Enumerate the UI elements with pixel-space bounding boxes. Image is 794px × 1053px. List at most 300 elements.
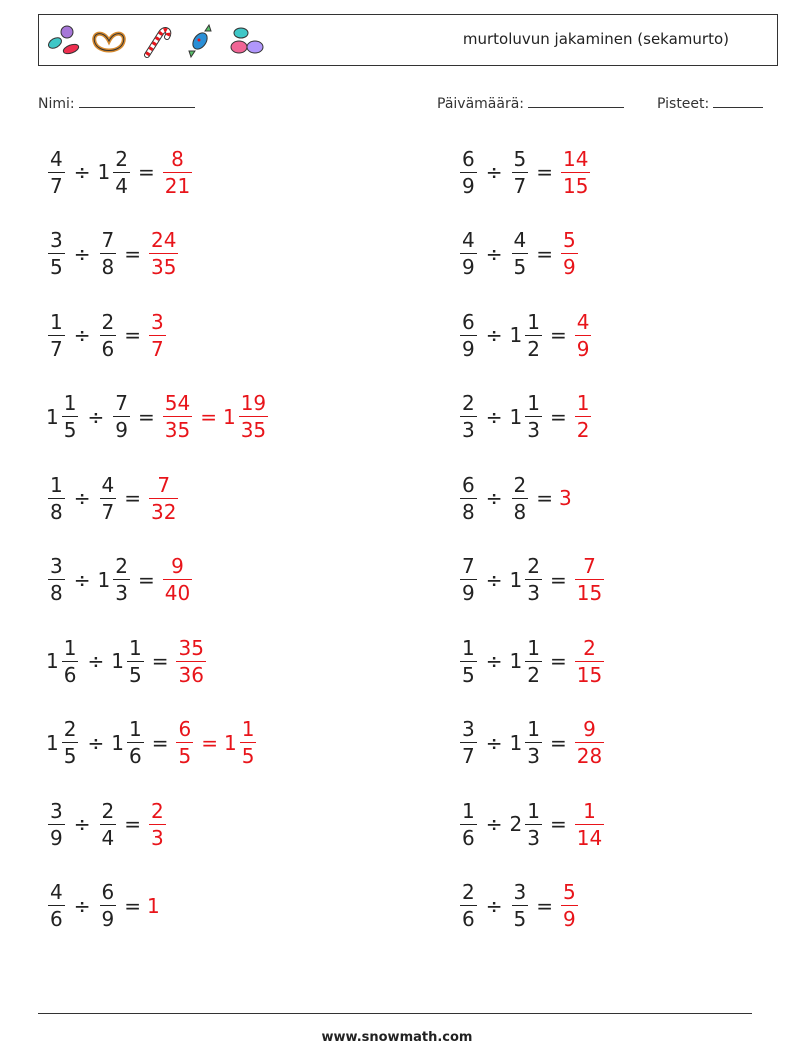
denominator: 6	[63, 662, 77, 687]
denominator: 35	[240, 418, 267, 442]
whole-part: 1	[97, 160, 111, 184]
problem-item	[458, 627, 606, 695]
fraction	[239, 393, 268, 440]
answer	[147, 894, 160, 918]
equals-sign: =	[549, 404, 567, 429]
equals-sign: =	[137, 404, 155, 429]
divisor	[509, 309, 544, 361]
worksheet-title: murtoluvun jakaminen (sekamurto)	[462, 30, 729, 48]
numerator: 2	[583, 635, 596, 660]
numerator: 4	[513, 228, 527, 252]
fraction	[100, 230, 117, 277]
divide-sign: ÷	[485, 241, 503, 266]
denominator: 28	[576, 744, 603, 768]
equals-sign: =	[536, 160, 553, 184]
equals-sign: =	[137, 567, 155, 592]
denominator: 9	[576, 336, 590, 361]
divide-sign: ÷	[73, 567, 91, 592]
problem-item	[46, 383, 270, 451]
fraction	[525, 309, 542, 361]
answer	[161, 556, 194, 603]
numerator: 7	[115, 391, 128, 415]
numerator: 4	[462, 228, 475, 252]
divisor	[510, 719, 544, 766]
answer	[559, 146, 592, 198]
denominator: 5	[63, 744, 77, 768]
answer	[174, 635, 207, 687]
fraction	[512, 882, 529, 929]
divisor	[510, 556, 544, 603]
answer-value	[573, 798, 606, 850]
fraction	[525, 719, 542, 766]
numerator: 6	[462, 472, 475, 497]
fraction	[460, 472, 477, 524]
numerator: 2	[151, 798, 164, 823]
fraction	[460, 393, 477, 440]
fraction	[512, 230, 529, 277]
numerator: 1	[241, 717, 255, 741]
denominator: 3	[527, 744, 540, 768]
divide-sign: ÷	[73, 323, 91, 347]
fraction	[512, 472, 529, 524]
equals-sign: =	[549, 730, 567, 755]
denominator: 21	[164, 173, 191, 198]
answer-value	[174, 719, 195, 766]
fraction	[240, 719, 257, 766]
fraction	[100, 798, 117, 850]
dividend	[46, 556, 67, 603]
denominator: 9	[115, 418, 128, 442]
answer-value	[147, 309, 168, 361]
fraction	[100, 882, 117, 929]
fraction	[48, 882, 65, 929]
numerator: 1	[527, 635, 540, 660]
fraction	[113, 393, 130, 440]
fraction	[575, 393, 592, 440]
denominator: 2	[527, 336, 540, 361]
answer-value	[559, 486, 572, 510]
divide-sign: ÷	[87, 404, 105, 429]
fraction	[62, 393, 79, 440]
divisor	[510, 230, 531, 277]
divisor	[510, 393, 544, 440]
fraction	[561, 146, 590, 198]
denominator: 5	[462, 662, 475, 687]
whole-part: 1	[46, 649, 59, 673]
denominator: 9	[50, 825, 63, 850]
denominator: 8	[50, 581, 63, 605]
numerator: 1	[63, 635, 77, 660]
denominator: 3	[115, 581, 128, 605]
numerator: 1	[462, 635, 475, 660]
dividend	[458, 472, 479, 524]
answer	[573, 798, 606, 850]
divide-sign: ÷	[73, 893, 91, 918]
denominator: 2	[527, 662, 540, 687]
numerator: 3	[50, 798, 63, 823]
problem-item	[46, 872, 160, 940]
numerator: 5	[563, 228, 576, 252]
whole-part: 1	[509, 404, 523, 429]
name-blank	[79, 93, 195, 108]
numerator: 2	[462, 880, 475, 904]
dividend	[46, 472, 67, 524]
answer-value	[573, 635, 606, 687]
denominator: 14	[576, 825, 603, 850]
footer-url: www.snowmath.com	[321, 1030, 473, 1045]
numerator: 3	[151, 309, 164, 334]
numerator: 2	[527, 554, 540, 578]
numerator: 9	[583, 717, 596, 741]
denominator: 9	[462, 255, 475, 279]
fraction	[525, 798, 542, 850]
equals-sign: =	[536, 893, 553, 918]
numerator: 7	[583, 554, 596, 578]
answer	[573, 719, 606, 766]
problem-item	[458, 872, 580, 940]
answer-value	[559, 230, 580, 277]
macaron-icon	[227, 23, 267, 59]
numerator: 3	[462, 717, 475, 741]
fraction	[149, 472, 178, 524]
denominator: 15	[563, 173, 589, 198]
fraction	[460, 556, 477, 603]
fraction	[460, 309, 477, 361]
score-blank	[713, 93, 763, 108]
equals-sign: =	[536, 241, 553, 266]
denominator: 4	[115, 173, 128, 198]
answer-value	[174, 635, 207, 687]
numerator: 1	[462, 798, 475, 823]
wrapped-candy-icon	[183, 23, 217, 59]
fraction	[62, 719, 79, 766]
numerator: 1	[583, 798, 596, 823]
fraction	[100, 472, 117, 524]
divide-sign: ÷	[485, 812, 503, 836]
candy-icon	[45, 23, 81, 59]
fraction	[460, 882, 477, 929]
denominator: 3	[527, 825, 540, 850]
fraction	[561, 882, 578, 929]
whole-number: 1	[147, 893, 160, 918]
numerator: 1	[576, 391, 590, 415]
problem-item	[46, 709, 258, 777]
whole-part: 1	[509, 567, 523, 592]
denominator: 4	[101, 825, 115, 850]
divisor	[111, 393, 132, 440]
answer-value	[573, 556, 606, 603]
numerator: 19	[240, 391, 267, 415]
fraction	[176, 635, 205, 687]
divisor	[98, 309, 119, 361]
answer-value	[147, 230, 180, 277]
numerator: 4	[576, 309, 590, 334]
answer	[573, 556, 606, 603]
problem-item	[458, 383, 593, 451]
answer	[147, 472, 180, 524]
fraction	[460, 635, 477, 687]
denominator: 5	[241, 744, 255, 768]
divide-sign: ÷	[73, 160, 91, 184]
whole-part: 1	[509, 730, 523, 755]
answer-value	[147, 798, 168, 850]
answer	[161, 146, 194, 198]
fraction	[460, 798, 477, 850]
answer	[161, 393, 270, 440]
divide-sign: ÷	[485, 486, 503, 510]
numerator: 5	[563, 880, 576, 904]
fraction	[127, 719, 144, 766]
numerator: 6	[101, 880, 115, 904]
whole-part: 1	[223, 730, 237, 755]
dividend	[458, 556, 479, 603]
equals-sign: =	[151, 730, 169, 755]
fraction	[575, 309, 592, 361]
numerator: 1	[50, 472, 63, 497]
fraction	[100, 309, 117, 361]
denominator: 9	[563, 255, 576, 279]
dividend	[46, 635, 80, 687]
divide-sign: ÷	[485, 404, 503, 429]
answer	[573, 635, 606, 687]
dividend	[458, 719, 479, 766]
problem-item	[46, 220, 180, 288]
dividend	[458, 798, 479, 850]
fraction	[48, 146, 65, 198]
denominator: 5	[513, 907, 527, 931]
fraction	[575, 719, 604, 766]
numerator: 1	[527, 391, 540, 415]
fraction	[149, 798, 166, 850]
fraction	[48, 798, 65, 850]
dividend	[458, 393, 479, 440]
equals-sign: =	[151, 649, 169, 673]
score-field	[657, 93, 763, 112]
problem-item	[46, 464, 180, 532]
answer	[174, 719, 258, 766]
problem-item	[46, 301, 168, 369]
divisor	[509, 635, 544, 687]
divisor	[510, 882, 531, 929]
numerator: 2	[101, 309, 115, 334]
divisor	[111, 719, 145, 766]
fraction	[48, 472, 65, 524]
denominator: 15	[576, 581, 603, 605]
problem-item	[458, 220, 580, 288]
fraction	[149, 230, 178, 277]
denominator: 9	[563, 907, 576, 931]
numerator: 7	[157, 472, 171, 497]
answer-value	[161, 556, 194, 603]
dividend	[458, 309, 479, 361]
answer-value	[161, 393, 194, 440]
problem-item	[458, 138, 592, 206]
answer-value	[559, 146, 592, 198]
denominator: 7	[462, 744, 475, 768]
denominator: 7	[50, 173, 63, 198]
denominator: 6	[462, 907, 475, 931]
numerator: 2	[115, 146, 128, 171]
problem-item	[458, 709, 606, 777]
fraction	[113, 556, 130, 603]
denominator: 5	[178, 744, 192, 768]
equals-sign: =	[201, 730, 218, 755]
dividend	[46, 146, 67, 198]
numerator: 1	[50, 309, 63, 334]
whole-part: 1	[46, 404, 59, 429]
whole-part: 1	[509, 323, 523, 347]
equals-sign: =	[137, 160, 155, 184]
fraction	[62, 635, 79, 687]
denominator: 5	[128, 662, 142, 687]
problem-item	[46, 138, 194, 206]
answer-value	[573, 719, 606, 766]
answer	[559, 882, 580, 929]
numerator: 5	[513, 146, 527, 171]
denominator: 3	[462, 418, 475, 442]
fraction	[575, 798, 604, 850]
divisor	[111, 635, 145, 687]
pretzel-icon	[89, 23, 129, 59]
whole-part: 1	[111, 730, 124, 755]
fraction	[460, 146, 477, 198]
answer	[147, 309, 168, 361]
denominator: 8	[513, 499, 527, 524]
fraction	[460, 230, 477, 277]
dividend	[46, 393, 80, 440]
answer-value	[147, 894, 160, 918]
whole-part: 1	[46, 730, 59, 755]
denominator: 7	[50, 336, 63, 361]
denominator: 5	[50, 255, 63, 279]
dividend	[458, 882, 479, 929]
numerator: 8	[171, 146, 184, 171]
denominator: 9	[462, 336, 475, 361]
numerator: 3	[50, 228, 63, 252]
fraction	[460, 719, 477, 766]
equals-sign: =	[124, 323, 141, 347]
denominator: 2	[576, 418, 590, 442]
whole-part: 1	[222, 404, 236, 429]
equals-sign: =	[124, 241, 141, 266]
problem-item	[458, 790, 606, 858]
denominator: 7	[101, 499, 115, 524]
divide-sign: ÷	[485, 567, 503, 592]
numerator: 6	[462, 309, 475, 334]
equals-sign: =	[549, 567, 567, 592]
numerator: 14	[563, 146, 589, 171]
date-label: Päivämäärä:	[437, 96, 524, 112]
fraction	[561, 230, 578, 277]
fraction	[575, 556, 604, 603]
fraction	[163, 393, 192, 440]
numerator: 2	[462, 391, 475, 415]
denominator: 7	[151, 336, 164, 361]
answer-value	[573, 309, 594, 361]
equals-sign: =	[200, 404, 217, 429]
divisor	[510, 472, 531, 524]
score-label: Pisteet:	[657, 96, 710, 112]
name-field	[38, 93, 195, 112]
numerator: 2	[115, 554, 128, 578]
fraction	[149, 309, 166, 361]
numerator: 2	[513, 472, 527, 497]
fraction	[48, 556, 65, 603]
answer	[573, 393, 594, 440]
divide-sign: ÷	[73, 241, 91, 266]
fraction	[113, 146, 130, 198]
numerator: 2	[101, 798, 115, 823]
fraction	[512, 146, 529, 198]
fraction	[48, 230, 65, 277]
whole-part: 1	[509, 649, 523, 673]
divide-sign: ÷	[485, 893, 503, 918]
answer-value	[147, 472, 180, 524]
numerator: 6	[462, 146, 475, 171]
problem-item	[458, 464, 572, 532]
fraction	[525, 635, 542, 687]
denominator: 8	[50, 499, 63, 524]
dividend	[46, 798, 67, 850]
denominator: 6	[462, 825, 475, 850]
fraction	[575, 635, 604, 687]
numerator: 2	[63, 717, 77, 741]
fraction	[176, 719, 193, 766]
numerator: 1	[527, 798, 540, 823]
denominator: 35	[164, 418, 191, 442]
dividend	[46, 882, 67, 929]
denominator: 8	[462, 499, 475, 524]
divide-sign: ÷	[87, 730, 105, 755]
dividend	[458, 230, 479, 277]
numerator: 1	[128, 635, 142, 660]
numerator: 54	[164, 391, 191, 415]
equals-sign: =	[124, 486, 141, 510]
divide-sign: ÷	[73, 812, 91, 836]
fraction	[525, 556, 542, 603]
numerator: 6	[178, 717, 192, 741]
equals-sign: =	[549, 649, 567, 673]
problem-item	[46, 790, 168, 858]
answer	[147, 798, 168, 850]
numerator: 4	[50, 880, 63, 904]
denominator: 36	[178, 662, 204, 687]
fraction	[127, 635, 144, 687]
denominator: 32	[151, 499, 177, 524]
divisor	[510, 146, 531, 198]
answer-value	[224, 719, 258, 766]
equals-sign: =	[536, 486, 553, 510]
numerator: 4	[50, 146, 63, 171]
equals-sign: =	[549, 323, 567, 347]
whole-part: 2	[509, 812, 523, 836]
answer-value	[161, 146, 194, 198]
numerator: 1	[527, 309, 540, 334]
answer-value	[559, 882, 580, 929]
denominator: 9	[462, 581, 475, 605]
footer-divider	[38, 1013, 752, 1014]
answer-value	[223, 393, 270, 440]
divisor	[98, 882, 119, 929]
divisor	[97, 146, 132, 198]
denominator: 40	[164, 581, 191, 605]
numerator: 7	[101, 228, 115, 252]
denominator: 5	[63, 418, 77, 442]
denominator: 3	[151, 825, 164, 850]
whole-number: 3	[559, 486, 572, 510]
denominator: 6	[50, 907, 63, 931]
numerator: 1	[63, 391, 77, 415]
